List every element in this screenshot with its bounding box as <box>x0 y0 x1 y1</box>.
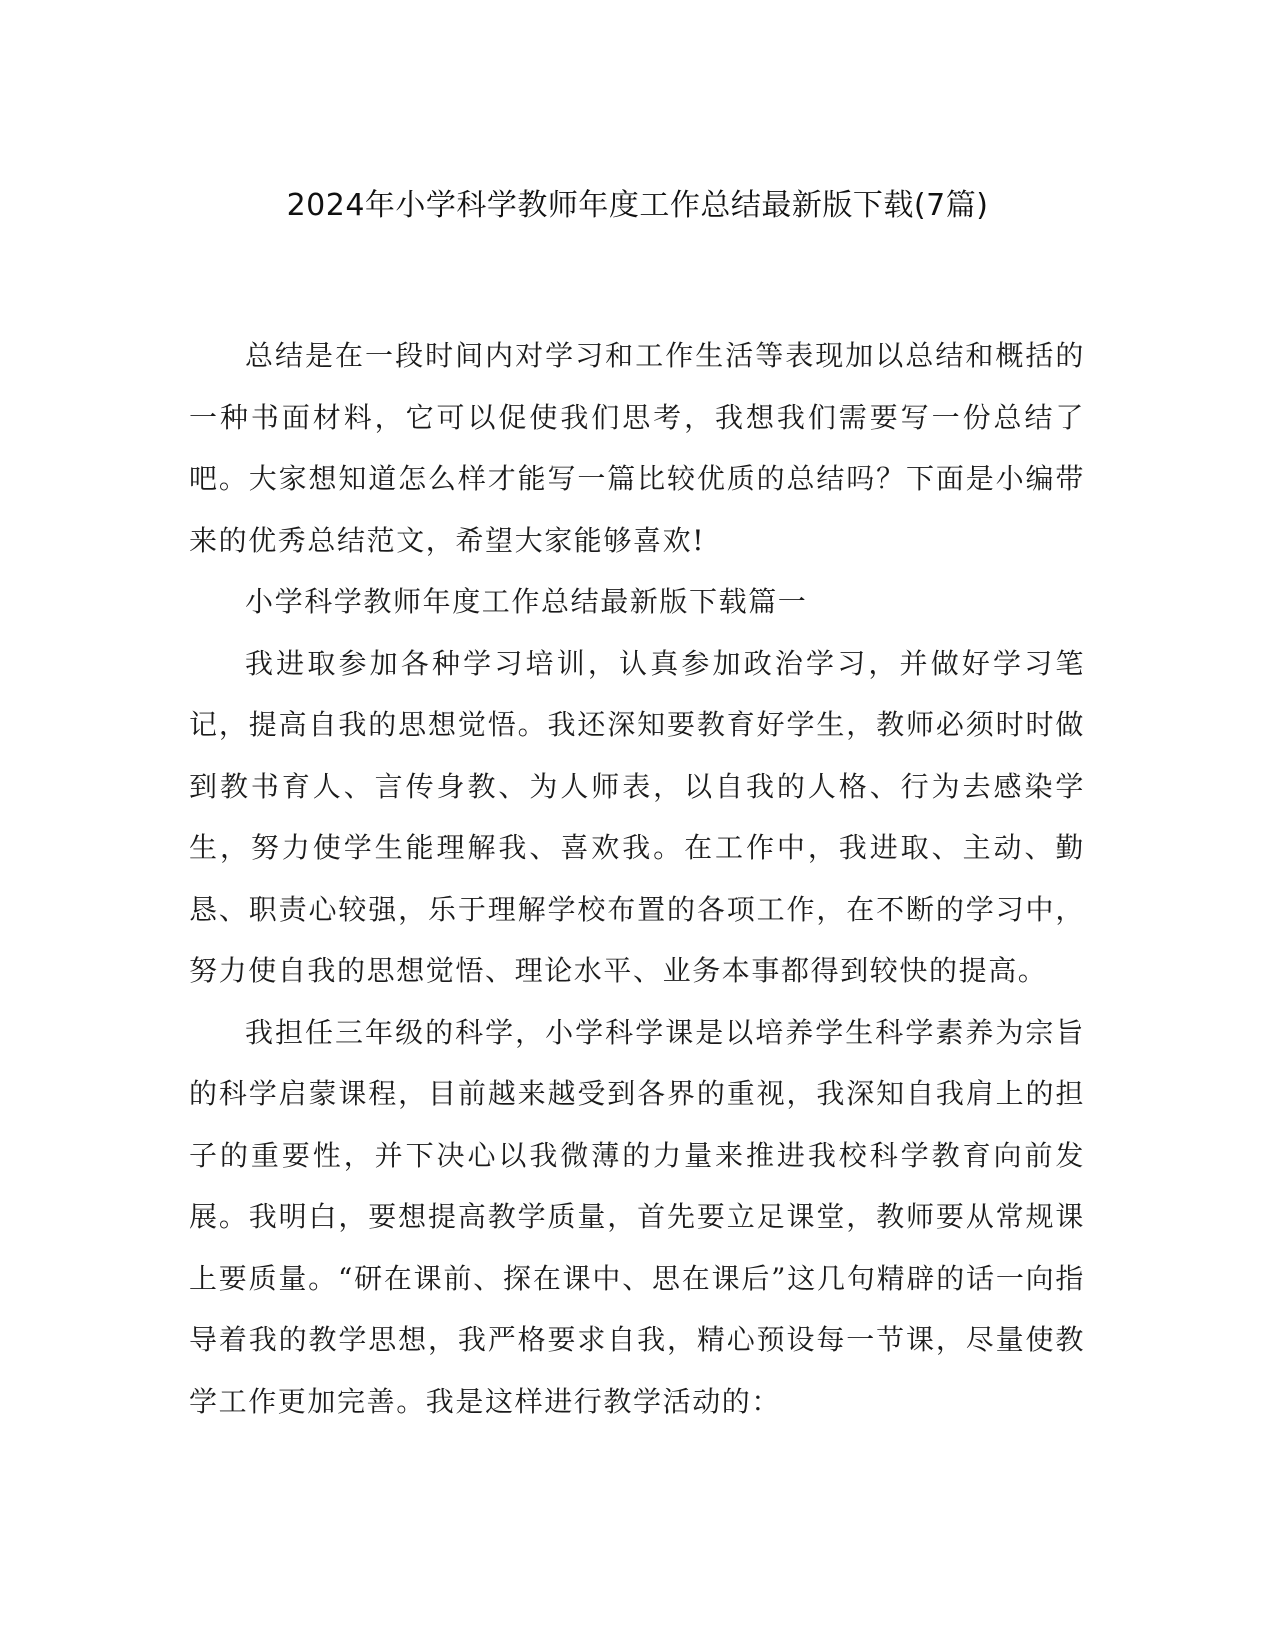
section-heading: 小学科学教师年度工作总结最新版下载篇一 <box>245 585 808 618</box>
document-title: 2024年小学科学教师年度工作总结最新版下载(7篇) <box>286 188 989 223</box>
body-paragraph-2: 我担任三年级的科学，小学科学课是以培养学生科学素养为宗旨的科学启蒙课程，目前越来越受到各界的重视，我深知自我肩上的担子的重要性，并下决心以我微薄的力量来推进我校科学教育向前发展。我明白，要想提高教学质量，首先要立足课堂，教师要从常规课上要质量。“研在课前、探在课中、思在课后”这几句精辟的话一向指导着我的教学思想，我严格要求自我，精心预设每一节课，尽量使教学工作更加完善。我是这样进行教学活动的： <box>189 1015 1085 1418</box>
body-paragraph-1: 我进取参加各种学习培训，认真参加政治学习，并做好学习笔记，提高自我的思想觉悟。我还深知要教育好学生，教师必须时时做到教书育人、言传身教、为人师表，以自我的人格、行为去感染学生，努力使学生能理解我、喜欢我。在工作中，我进取、主动、勤恳、职责心较强，乐于理解学校布置的各项工作，在不断的学习中，努力使自我的思想觉悟、理论水平、业务本事都得到较快的提高。 <box>189 646 1085 987</box>
document-body <box>189 325 1085 1432</box>
intro-paragraph: 总结是在一段时间内对学习和工作生活等表现加以总结和概括的一种书面材料，它可以促使我们思考，我想我们需要写一份总结了吧。大家想知道怎么样才能写一篇比较优质的总结吗？下面是小编带来的优秀总结范文，希望大家能够喜欢! <box>189 339 1085 557</box>
